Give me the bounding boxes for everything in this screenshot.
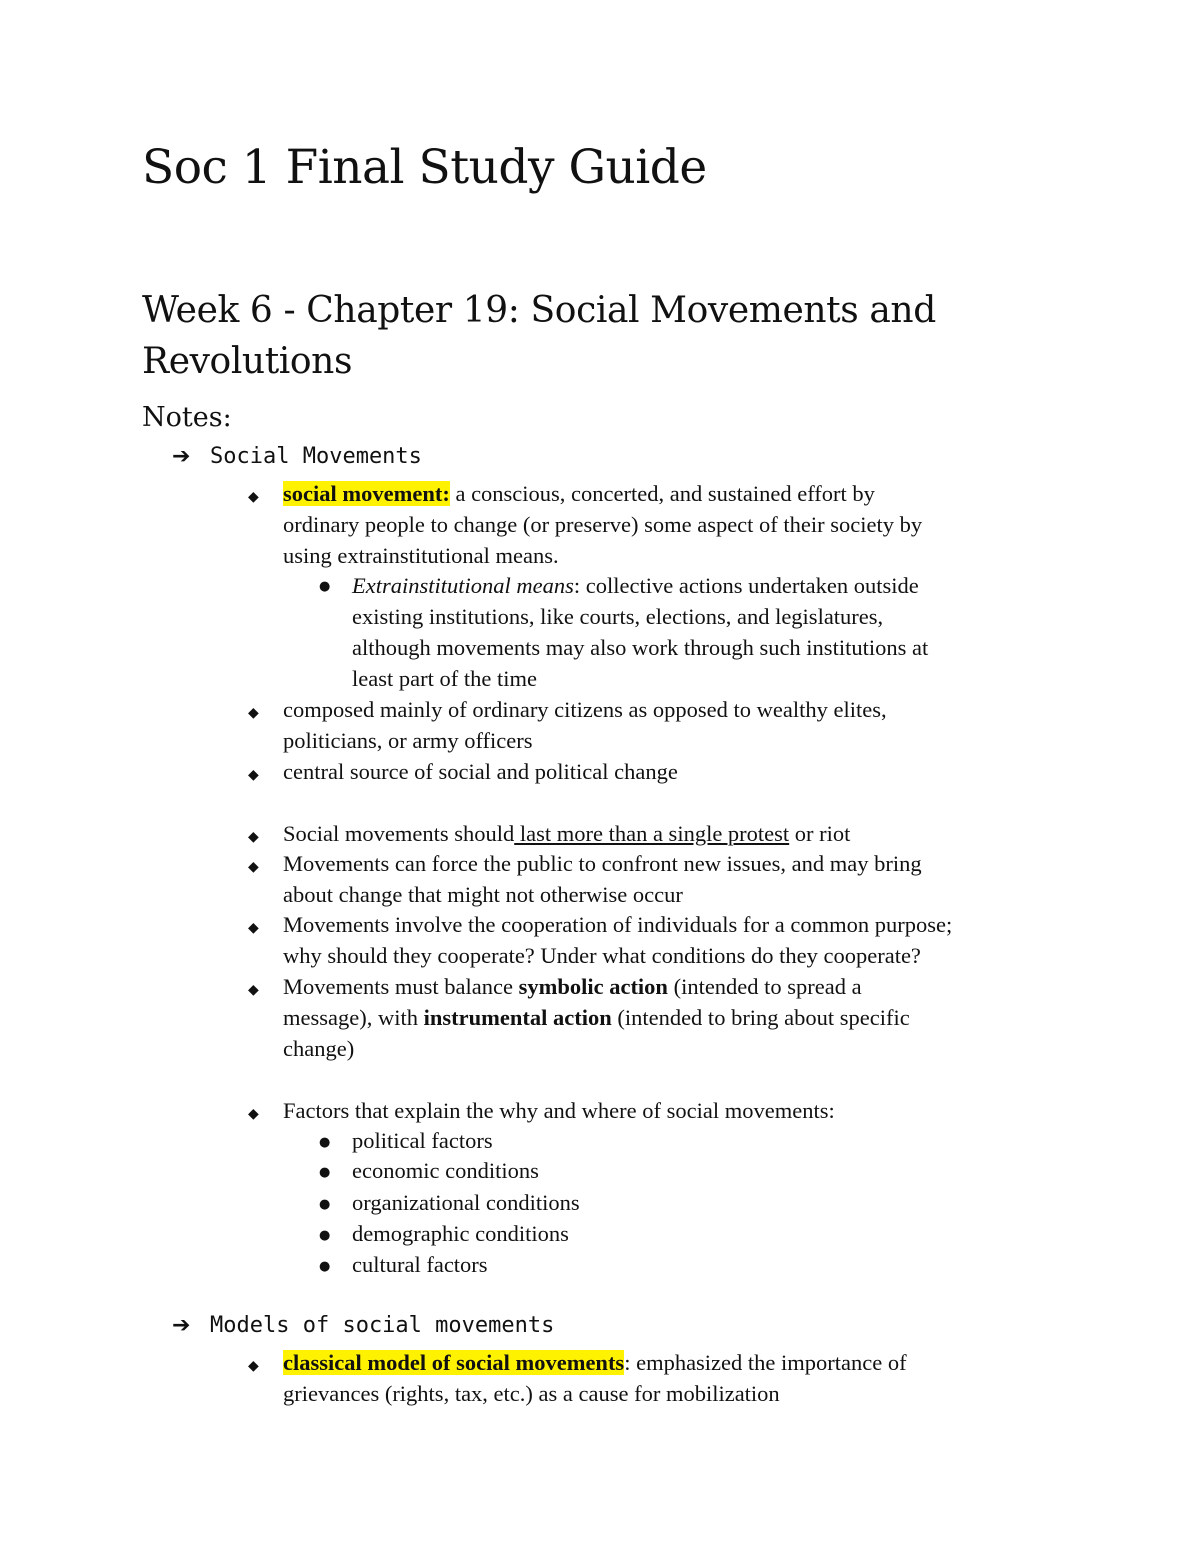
item-text: using extrainstitutional means. (283, 543, 559, 568)
bold-term: symbolic action (518, 974, 668, 999)
item-text: composed mainly of ordinary citizens as opposed to wealthy elites, (283, 697, 887, 722)
item-text: Social movements should (283, 821, 515, 846)
item-text: change) (283, 1036, 355, 1061)
diamond-bullet-icon: ◆ (248, 829, 259, 845)
list-item (283, 694, 887, 756)
dot-bullet-icon: ● (319, 1259, 331, 1274)
list-item (283, 478, 922, 571)
item-text: message), with (283, 1005, 424, 1030)
chapter-heading-line1: Week 6 - Chapter 19: Social Movements and (142, 290, 936, 331)
arrow-right-icon: ➔ (172, 444, 191, 469)
diamond-bullet-icon: ◆ (248, 1106, 259, 1122)
item-text: although movements may also work through such institutions at (352, 635, 929, 660)
chapter-heading (142, 285, 1042, 387)
item-text: : collective actions undertaken outside (573, 573, 919, 598)
diamond-bullet-icon: ◆ (248, 767, 259, 783)
list-item (283, 1347, 907, 1409)
list-item: Factors that explain the why and where of social movements: (283, 1098, 835, 1123)
diamond-bullet-icon: ◆ (248, 705, 259, 721)
notes-label: Notes: (142, 402, 232, 433)
italic-term: Extrainstitutional means (352, 573, 574, 598)
item-text: grievances (rights, tax, etc.) as a cause for mobilization (283, 1381, 780, 1406)
highlighted-term: classical model of social movements (283, 1350, 625, 1375)
bold-term: instrumental action (423, 1005, 612, 1030)
item-text: about change that might not otherwise occur (283, 882, 683, 907)
item-text: politicians, or army officers (283, 728, 533, 753)
item-text: Movements can force the public to confront new issues, and may bring (283, 851, 922, 876)
dot-bullet-icon: ● (319, 1228, 331, 1243)
dot-bullet-icon: ● (319, 1165, 331, 1180)
item-text: Movements must balance (283, 974, 519, 999)
diamond-bullet-icon: ◆ (248, 859, 259, 875)
item-text: or riot (789, 821, 851, 846)
list-item (283, 818, 850, 849)
item-text: existing institutions, like courts, elections, and legislatures, (352, 604, 884, 629)
list-item (283, 848, 922, 910)
underlined-text: last more than a single protest (514, 821, 790, 846)
section-title: Social Movements (210, 444, 422, 469)
section-social-movements (172, 444, 422, 469)
diamond-bullet-icon: ◆ (248, 920, 259, 936)
chapter-heading-line2: Revolutions (142, 341, 353, 382)
item-text: why should they cooperate? Under what conditions do they cooperate? (283, 943, 921, 968)
dot-bullet-icon: ● (319, 1135, 331, 1150)
list-item: political factors (352, 1128, 493, 1153)
item-text: (intended to spread a (667, 974, 862, 999)
list-item (283, 971, 910, 1064)
list-item: central source of social and political change (283, 759, 678, 784)
item-text: Movements involve the cooperation of individuals for a common purpose; (283, 912, 953, 937)
item-text: (intended to bring about specific (611, 1005, 910, 1030)
section-title: Models of social movements (210, 1313, 555, 1338)
list-item: organizational conditions (352, 1190, 580, 1215)
item-text: : emphasized the importance of (624, 1350, 907, 1375)
arrow-right-icon: ➔ (172, 1313, 191, 1338)
item-text: a conscious, concerted, and sustained effort by (449, 481, 875, 506)
document-title: Soc 1 Final Study Guide (142, 140, 707, 195)
list-item (283, 909, 952, 971)
diamond-bullet-icon: ◆ (248, 1358, 259, 1374)
dot-bullet-icon: ● (319, 1197, 331, 1212)
list-item (352, 570, 928, 694)
item-text: ordinary people to change (or preserve) some aspect of their society by (283, 512, 923, 537)
item-text: least part of the time (352, 666, 537, 691)
section-models (172, 1313, 554, 1338)
diamond-bullet-icon: ◆ (248, 982, 259, 998)
diamond-bullet-icon: ◆ (248, 489, 259, 505)
list-item: economic conditions (352, 1158, 539, 1183)
highlighted-term: social movement: (283, 481, 450, 506)
list-item: demographic conditions (352, 1221, 569, 1246)
dot-bullet-icon: ● (319, 579, 331, 594)
list-item: cultural factors (352, 1252, 488, 1277)
